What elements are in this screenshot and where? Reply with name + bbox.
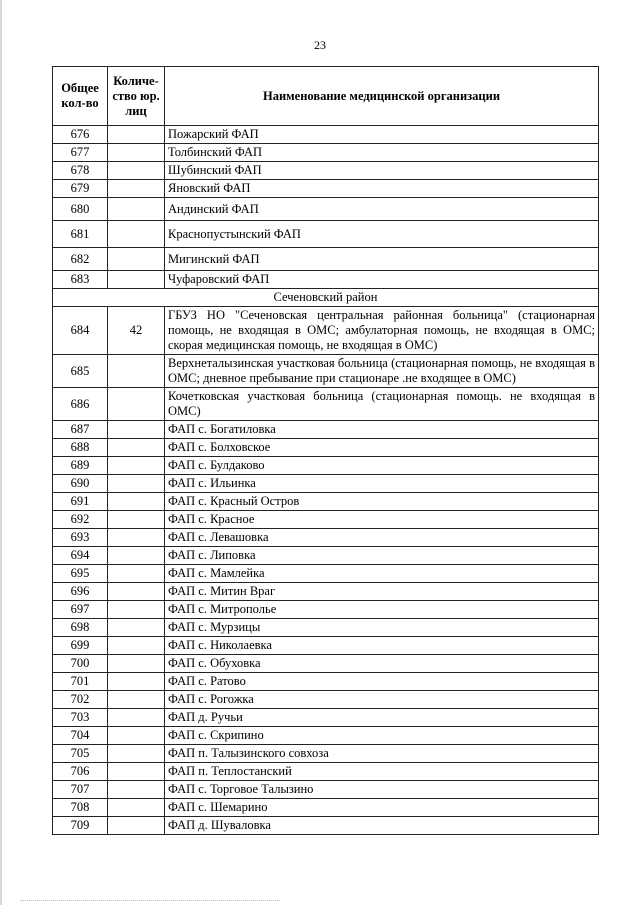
row-number: 708 [53,799,108,817]
medical-organizations-table [52,66,599,835]
row-number: 709 [53,817,108,835]
header-org-name: Наименование медицинской организации [165,67,599,126]
row-org-name: ФАП с. Красное [165,511,599,529]
table-row [53,162,599,180]
row-org-name: ФАП с. Мурзицы [165,619,599,637]
row-number: 703 [53,709,108,727]
table-row [53,493,599,511]
row-legal-count [108,781,165,799]
row-number: 696 [53,583,108,601]
row-number: 680 [53,198,108,221]
table-row [53,248,599,271]
table-row [53,655,599,673]
row-legal-count [108,355,165,388]
row-org-name: Верхнеталызинская участковая больница (стационарная помощь, не входящая в ОМС; дневное пребывание при стационаре .не входящее в ОМС) [165,355,599,388]
table-row [53,673,599,691]
row-number: 692 [53,511,108,529]
table-row [53,421,599,439]
row-legal-count [108,126,165,144]
row-org-name: Пожарский ФАП [165,126,599,144]
header-total-count: Общее кол-во [53,67,108,126]
row-number: 690 [53,475,108,493]
table-row [53,355,599,388]
row-number: 706 [53,763,108,781]
row-number: 702 [53,691,108,709]
row-legal-count [108,601,165,619]
scan-artifact [20,898,280,901]
row-number: 682 [53,248,108,271]
row-org-name: ФАП с. Болховское [165,439,599,457]
row-number: 688 [53,439,108,457]
table-row [53,307,599,355]
row-org-name: ФАП д. Шуваловка [165,817,599,835]
row-legal-count [108,619,165,637]
row-legal-count [108,221,165,248]
table-row [53,799,599,817]
table-row [53,565,599,583]
row-number: 687 [53,421,108,439]
row-number: 695 [53,565,108,583]
row-legal-count [108,162,165,180]
row-org-name: ФАП с. Рогожка [165,691,599,709]
row-number: 694 [53,547,108,565]
row-legal-count [108,529,165,547]
row-legal-count [108,493,165,511]
table-row [53,637,599,655]
row-legal-count [108,691,165,709]
row-org-name: Толбинский ФАП [165,144,599,162]
row-number: 676 [53,126,108,144]
row-legal-count [108,271,165,289]
table-row [53,457,599,475]
table-row [53,745,599,763]
table-row [53,439,599,457]
row-number: 678 [53,162,108,180]
header-legal-count: Количе-ство юр. лиц [108,67,165,126]
row-legal-count [108,547,165,565]
row-legal-count [108,763,165,781]
row-legal-count [108,637,165,655]
row-number: 697 [53,601,108,619]
row-legal-count [108,817,165,835]
row-number: 707 [53,781,108,799]
row-legal-count [108,180,165,198]
row-org-name: Мигинский ФАП [165,248,599,271]
row-legal-count [108,727,165,745]
row-org-name: ФАП с. Богатиловка [165,421,599,439]
row-org-name: Яновский ФАП [165,180,599,198]
row-org-name: ФАП с. Торговое Талызино [165,781,599,799]
row-number: 693 [53,529,108,547]
scan-edge [0,0,2,905]
row-number: 684 [53,307,108,355]
row-legal-count [108,144,165,162]
row-org-name: ФАП с. Ратово [165,673,599,691]
row-org-name: ФАП с. Николаевка [165,637,599,655]
table-row [53,601,599,619]
row-org-name: ФАП с. Мамлейка [165,565,599,583]
row-number: 700 [53,655,108,673]
table-row [53,709,599,727]
row-number: 677 [53,144,108,162]
table-row [53,198,599,221]
row-number: 701 [53,673,108,691]
row-org-name: ФАП п. Теплостанский [165,763,599,781]
row-legal-count [108,709,165,727]
table-row [53,727,599,745]
row-legal-count: 42 [108,307,165,355]
table-row [53,691,599,709]
table-row [53,388,599,421]
row-number: 681 [53,221,108,248]
row-org-name: Кочетковская участковая больница (стационарная помощь. не входящая в ОМС) [165,388,599,421]
row-legal-count [108,655,165,673]
table-row [53,781,599,799]
row-number: 698 [53,619,108,637]
row-org-name: ФАП с. Булдаково [165,457,599,475]
table-row [53,144,599,162]
row-number: 699 [53,637,108,655]
row-legal-count [108,198,165,221]
table-header-row [53,67,599,126]
row-org-name: Андинский ФАП [165,198,599,221]
row-legal-count [108,799,165,817]
row-legal-count [108,439,165,457]
row-legal-count [108,248,165,271]
table-row [53,126,599,144]
row-org-name: ФАП п. Талызинского совхоза [165,745,599,763]
row-org-name: ФАП с. Ильинка [165,475,599,493]
row-legal-count [108,745,165,763]
table-row [53,763,599,781]
row-number: 704 [53,727,108,745]
row-number: 691 [53,493,108,511]
row-legal-count [108,457,165,475]
row-legal-count [108,565,165,583]
row-legal-count [108,511,165,529]
table-row [53,529,599,547]
row-org-name: Шубинский ФАП [165,162,599,180]
row-legal-count [108,583,165,601]
row-org-name: ФАП с. Обуховка [165,655,599,673]
row-number: 705 [53,745,108,763]
row-legal-count [108,673,165,691]
page-number: 23 [314,38,326,52]
section-row [53,289,599,307]
row-org-name: ФАП с. Митрополье [165,601,599,619]
table-row [53,475,599,493]
row-org-name: ФАП с. Митин Враг [165,583,599,601]
table-row [53,221,599,248]
table-row [53,511,599,529]
row-org-name: ФАП д. Ручьи [165,709,599,727]
row-org-name: ГБУЗ НО "Сеченовская центральная районная больница" (стационарная помощь, не входящая в ОМС; амбулаторная помощь, не входящая в ОМС; скорая медицинская помощь, не входящая в ОМС) [165,307,599,355]
row-number: 683 [53,271,108,289]
row-number: 686 [53,388,108,421]
table-row [53,180,599,198]
row-org-name: Чуфаровский ФАП [165,271,599,289]
table-row [53,817,599,835]
table-row [53,619,599,637]
row-org-name: ФАП с. Красный Остров [165,493,599,511]
row-legal-count [108,475,165,493]
row-org-name: ФАП с. Левашовка [165,529,599,547]
row-legal-count [108,388,165,421]
table-row [53,271,599,289]
table-row [53,547,599,565]
row-legal-count [108,421,165,439]
row-number: 679 [53,180,108,198]
row-org-name: ФАП с. Липовка [165,547,599,565]
table-row [53,583,599,601]
row-org-name: ФАП с. Шемарино [165,799,599,817]
row-org-name: Краснопустынский ФАП [165,221,599,248]
row-number: 689 [53,457,108,475]
row-org-name: ФАП с. Скрипино [165,727,599,745]
section-title: Сеченовский район [53,289,599,307]
row-number: 685 [53,355,108,388]
